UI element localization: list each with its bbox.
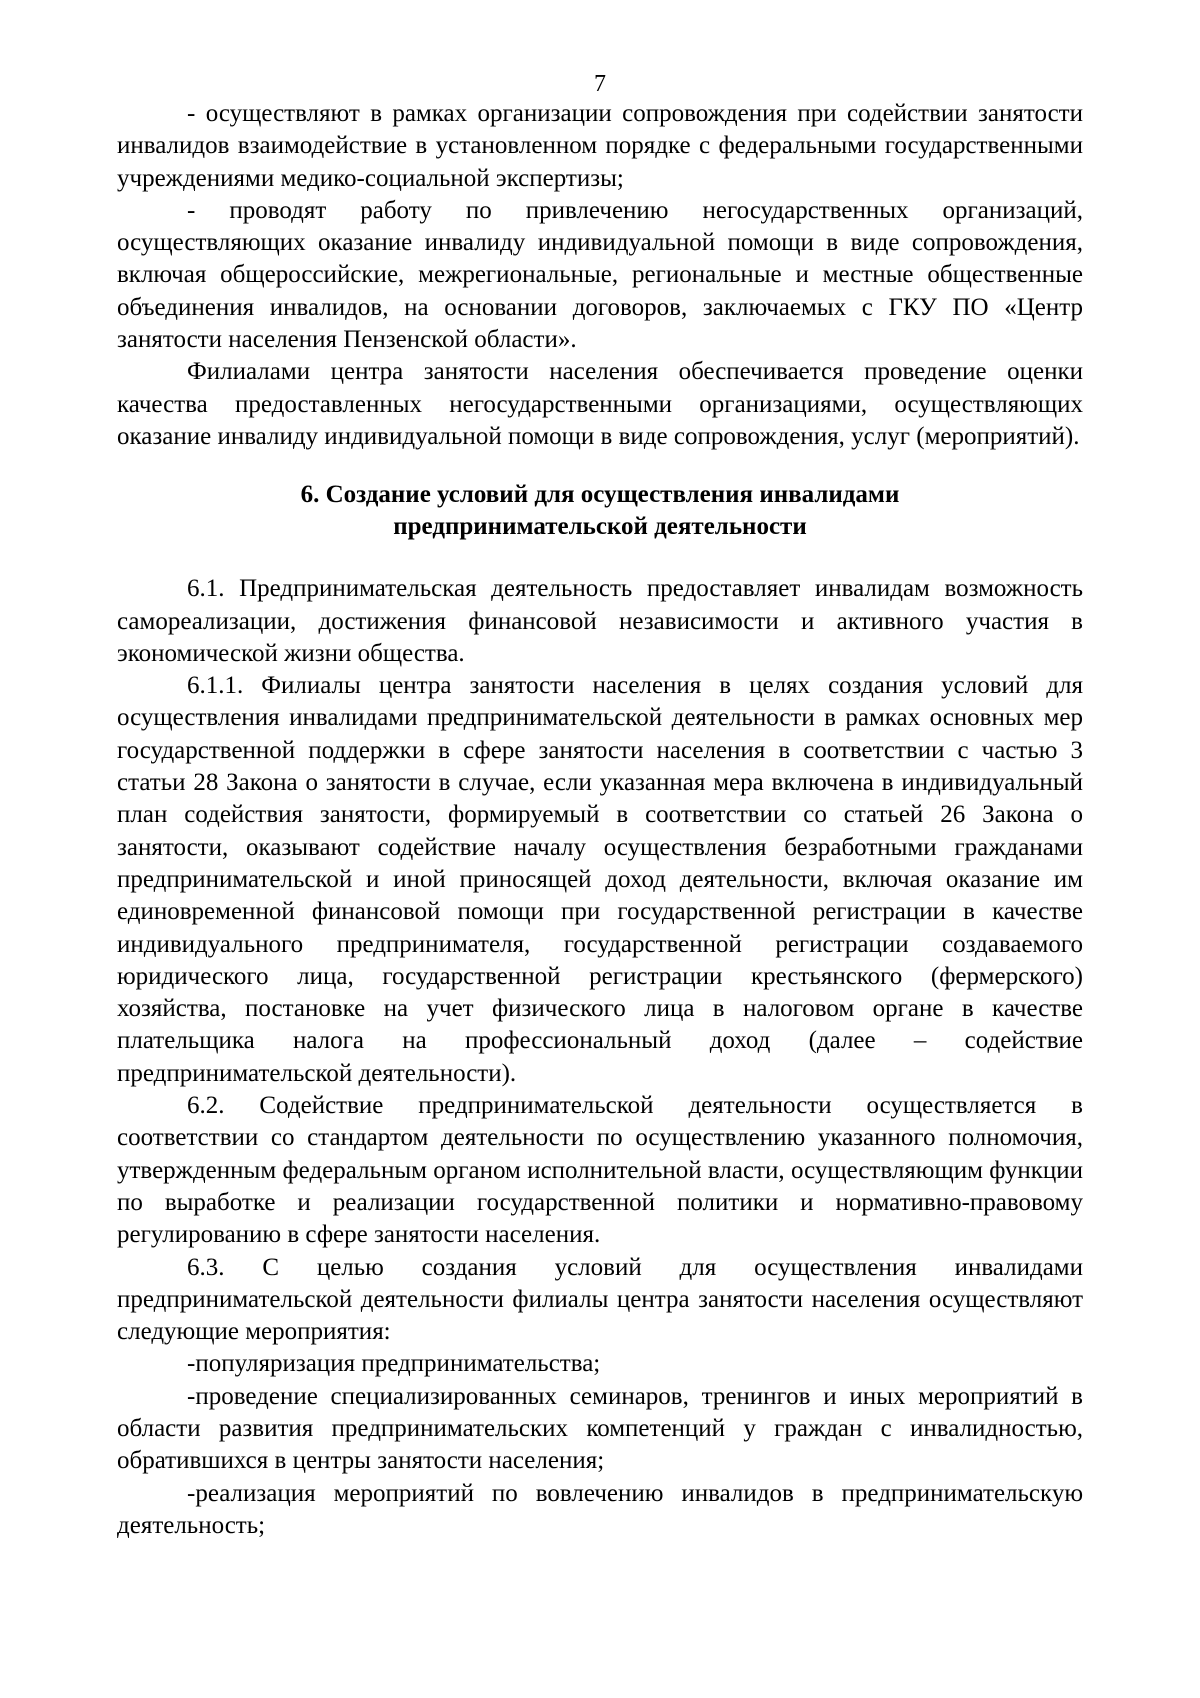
paragraph-6-1: 6.1. Предпринимательская деятельность предоставляет инвалидам возможность самореализации, достижения финансовой независимости и активного участия в экономической жизни общества. — [117, 575, 1083, 667]
page-number: 7 — [594, 71, 606, 97]
paragraph-6-1-1: 6.1.1. Филиалы центра занятости населения в целях создания условий для осуществления инвалидами предпринимательской деятельности в рамках основных мер государственной поддержки в сфере занятости населения в соответствии с частью 3 статьи 28 Закона о занятости в случае, если указанная мера включена в индивидуальный план содействия занятости, формируемый в соответствии со статьей 26 Закона о занятости, оказывают содействие началу осуществления безработными гражданами предпринимательской и иной приносящей доход деятельности, включая оказание им единовременной финансовой помощи при государственной регистрации в качестве индивидуального предпринимателя, государственной регистрации создаваемого юридического лица, государственной регистрации крестьянского (фермерского) хозяйства, постановке на учет физического лица в налоговом органе в качестве плательщика налога на профессиональный доход (далее – содействие предпринимательской деятельности). — [117, 672, 1083, 1087]
paragraph-6-2: 6.2. Содействие предпринимательской деятельности осуществляется в соответствии со стандартом деятельности по осуществлению указанного полномочия, утвержденным федеральным органом исполнительной власти, осуществляющим функции по выработке и реализации государственной политики и нормативно-правовому регулированию в сфере занятости населения. — [117, 1092, 1083, 1249]
document-body — [117, 98, 1083, 1542]
list-item-seminars: -проведение специализированных семинаров, тренингов и иных мероприятий в области развития предпринимательских компетенций у граждан с инвалидностью, обратившихся в центры занятости населения; — [117, 1382, 1083, 1475]
paragraph-medical-expertise: - осуществляют в рамках организации сопровождения при содействии занятости инвалидов взаимодействие в установленном порядке с федеральными государственными учреждениями медико-социальной экспертизы; — [117, 100, 1083, 192]
section-heading-line-1: 6. Создание условий для осуществления инвалидами — [300, 481, 900, 509]
paragraph-quality-assessment: Филиалами центра занятости населения обеспечивается проведение оценки качества предоставленных негосударственными организациями, осуществляющих оказание инвалиду индивидуальной помощи в виде сопровождения, услуг (мероприятий). — [117, 358, 1083, 450]
paragraph-nongovernmental-organizations: - проводят работу по привлечению негосударственных организаций, осуществляющих оказание инвалиду индивидуальной помощи в виде сопровождения, включая общероссийские, межрегиональные, региональные и местные общественные объединения инвалидов, на основании договоров, заключаемых с ГКУ ПО «Центр занятости населения Пензенской области». — [117, 196, 1083, 354]
list-item-popularization: -популяризация предпринимательства; — [187, 1350, 601, 1378]
section-heading — [117, 479, 1083, 543]
list-item-involvement: -реализация мероприятий по вовлечению инвалидов в предпринимательскую деятельность; — [117, 1479, 1083, 1539]
section-heading-line-2: предпринимательской деятельности — [393, 513, 807, 541]
paragraph-6-3: 6.3. С целью создания условий для осуществления инвалидами предпринимательской деятельности филиалы центра занятости населения осуществляют следующие мероприятия: — [117, 1253, 1083, 1346]
